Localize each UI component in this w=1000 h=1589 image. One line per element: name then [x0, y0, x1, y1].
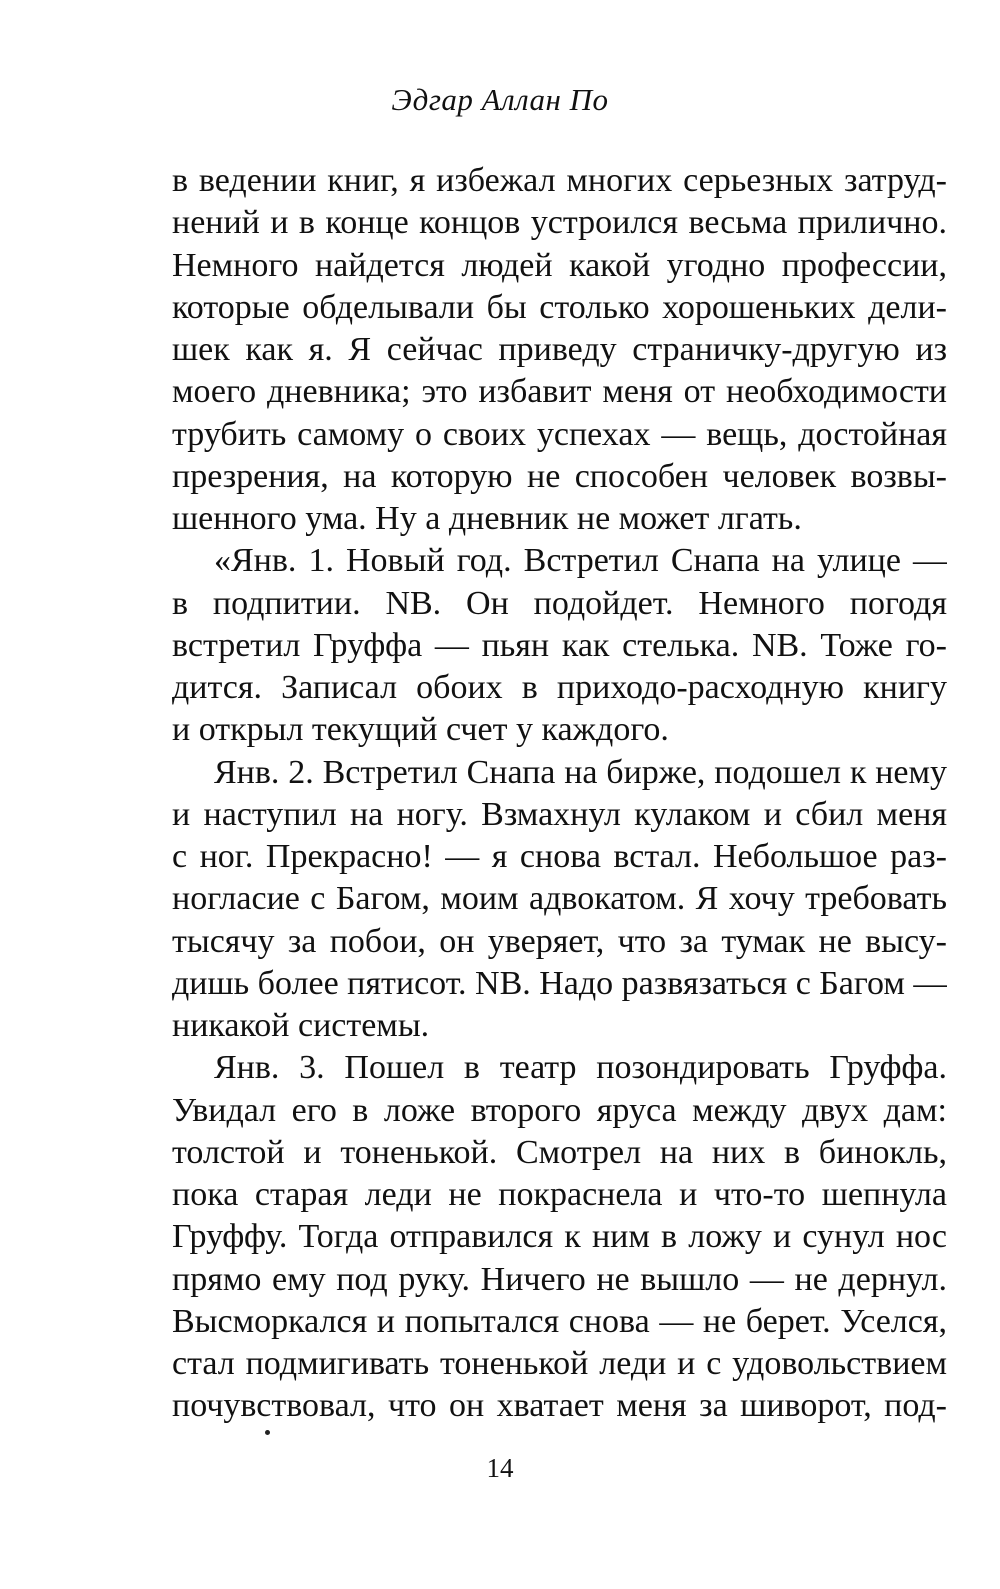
text-line: ногласие с Багом, моим адвокатом. Я хочу требовать [172, 880, 947, 918]
text-line: Янв. 2. Встретил Снапа на бирже, подошел к нему [214, 753, 947, 791]
text-line: шенного ума. Ну а дневник не может лгать. [172, 500, 802, 537]
text-line: встретил Груффа — пьян как стелька. NB. Тоже го- [172, 626, 947, 664]
text-line: в ведении книг, я избежал многих серьезных затруд- [172, 162, 947, 199]
text-line: Немного найдется людей какой угодно профессии, [172, 246, 947, 284]
text-line: которые обделывали бы столько хорошеньких дели- [172, 288, 947, 326]
page-number: 14 [486, 1453, 514, 1483]
text-line: и наступил на ногу. Взмахнул кулаком и сбил меня [172, 795, 947, 833]
running-head: Эдгар Аллан По [391, 82, 609, 117]
text-line: Увидал его в ложе второго яруса между двух дам: [172, 1091, 947, 1129]
text-line: в подпитии. NB. Он подойдет. Немного погодя [172, 584, 947, 622]
text-line: Янв. 3. Пошел в театр позондировать Груффа. [214, 1049, 947, 1087]
text-line: дишь более пятисот. NB. Надо развязаться с Багом — [172, 964, 947, 1002]
text-line: нений и в конце концов устроился весьма прилично. [172, 204, 947, 242]
ink-dot [265, 1430, 270, 1435]
text-line: пока старая леди не покраснела и что-то шепнула [172, 1176, 947, 1213]
text-line: Груффу. Тогда отправился к ним в ложу и сунул нос [172, 1218, 947, 1256]
text-line: трубить самому о своих успехах — вещь, достойная [172, 415, 947, 453]
text-line: почувствовал, что он хватает меня за шиворот, под- [172, 1387, 947, 1425]
text-line: стал подмигивать тоненькой леди и с удовольствием [172, 1345, 947, 1382]
text-line: моего дневника; это избавит меня от необходимости [172, 373, 947, 411]
text-line: прямо ему под руку. Ничего не вышло — не дернул. [172, 1260, 947, 1298]
text-line: дится. Записал обоих в приходо-расходную книгу [172, 669, 947, 706]
body-text [172, 160, 947, 1428]
text-line: с ног. Прекрасно! — я снова встал. Небольшое раз- [172, 838, 947, 875]
text-line: и открыл текущий счет у каждого. [172, 711, 669, 749]
text-line: Высморкался и попытался снова — не берет. Уселся, [172, 1302, 947, 1340]
text-line: презрения, на которую не способен человек возвы- [172, 457, 947, 495]
text-line: шек как я. Я сейчас приведу страничку-другую из [172, 331, 947, 368]
text-line: тысячу за побои, он уверяет, что за тумак не высу- [172, 922, 947, 960]
text-line: толстой и тоненькой. Смотрел на них в бинокль, [172, 1133, 947, 1171]
text-line: «Янв. 1. Новый год. Встретил Снапа на улице — [214, 542, 947, 580]
text-line: никакой системы. [172, 1007, 430, 1044]
